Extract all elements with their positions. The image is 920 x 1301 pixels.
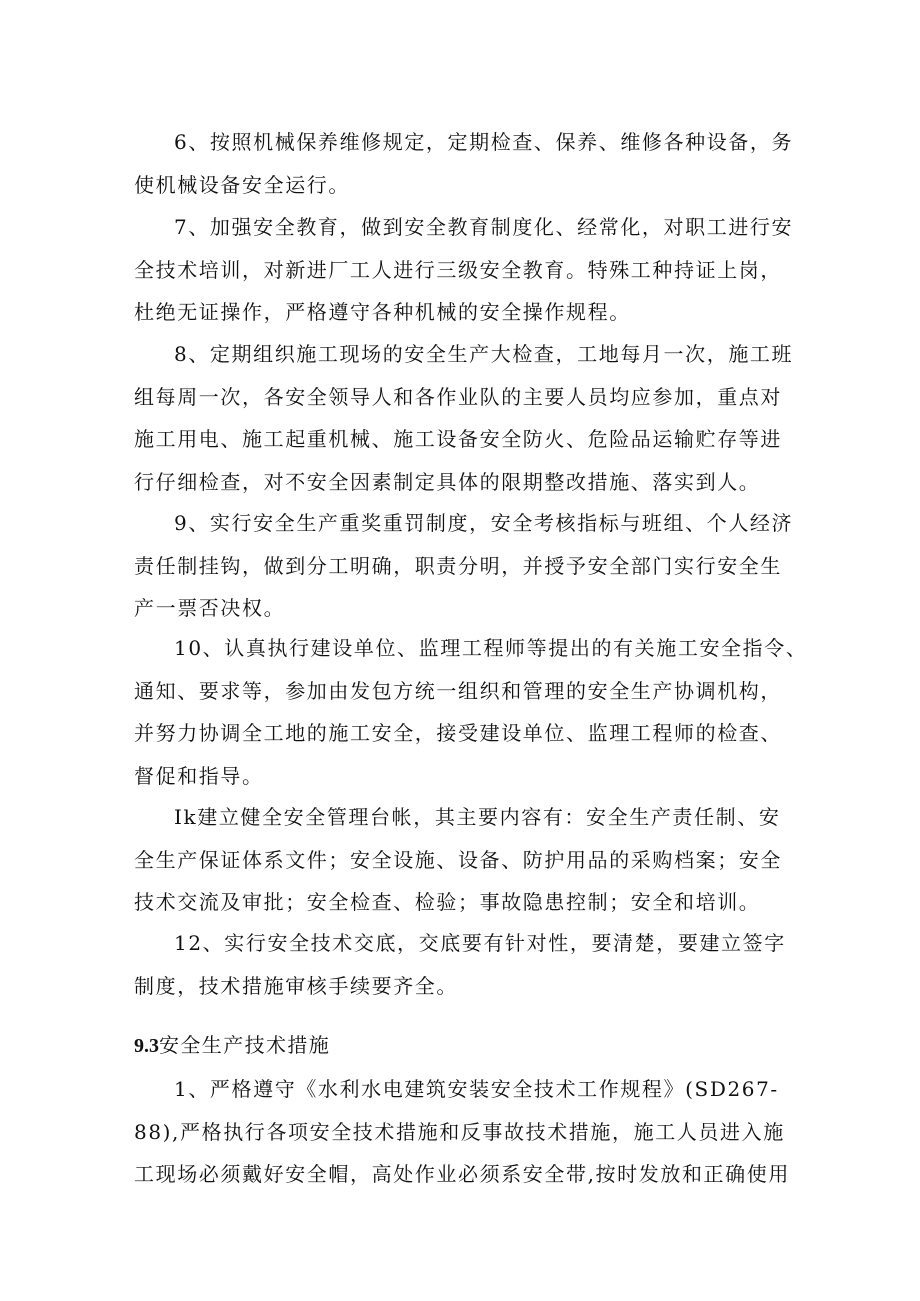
paragraph-10 (134, 627, 808, 797)
text-line: 全技术培训，对新进厂工人进行三级安全教育。特殊工种持证上岗， (134, 257, 782, 282)
text-line: 88),严格执行各项安全技术措施和反事故技术措施，施工人员进入施 (134, 1119, 785, 1144)
text-line: 通知、要求等，参加由发包方统一组织和管理的安全生产协调机构， (134, 678, 782, 703)
text-line: 并努力协调全工地的施工安全，接受建设单位、监理工程师的检查、 (134, 721, 782, 745)
text-line: 产一票否决权。 (134, 596, 286, 620)
text-line: 7、加强安全教育，做到安全教育制度化、经常化，对职工进行安 (174, 215, 794, 239)
paragraph-7 (134, 206, 794, 334)
text-line: 行仔细检查，对不安全因素制定具体的限期整改措施、落实到人。 (134, 469, 761, 494)
text-line: 制度，技术措施审核手续要齐全。 (134, 973, 458, 998)
section-title: 安全生产技术措施 (159, 1033, 331, 1057)
text-line: 1、严格遵守《水利水电建筑安装安全技术工作规程》(SD267- (174, 1077, 779, 1101)
text-line: 责任制挂钩，做到分工明确，职责分明，并授予安全部门实行安全生 (134, 553, 782, 578)
paragraph-9 (134, 502, 794, 630)
text-line: 9、实行安全生产重奖重罚制度，安全考核指标与班组、个人经济 (174, 511, 794, 535)
section-heading (134, 1030, 330, 1061)
text-line: 12、实行安全技术交底，交底要有针对性，要清楚，要建立签字 (174, 931, 786, 955)
paragraph-6 (134, 121, 794, 206)
paragraph-12 (134, 922, 794, 1007)
text-line: Ik建立健全安全管理台帐，其主要内容有：安全生产责任制、安 (174, 805, 781, 829)
text-line: 10、认真执行建设单位、监理工程师等提出的有关施工安全指令、 (174, 636, 808, 660)
paragraph-8 (134, 333, 794, 503)
text-line: 8、定期组织施工现场的安全生产大检查，工地每月一次，施工班 (174, 342, 794, 366)
text-line: 督促和指导。 (134, 763, 264, 788)
paragraph-9-3-1 (134, 1068, 794, 1196)
paragraph-11 (134, 796, 794, 924)
text-line: 全生产保证体系文件；安全设施、设备、防护用品的采购档案；安全 (134, 847, 782, 872)
text-line: 组每周一次，各安全领导人和各作业队的主要人员均应参加，重点对 (134, 384, 782, 409)
section-number: 9.3 (134, 1035, 159, 1057)
text-line: 施工用电、施工起重机械、施工设备安全防火、危险品运输贮存等进 (134, 427, 782, 451)
text-line: 杜绝无证操作，严格遵守各种机械的安全操作规程。 (134, 300, 631, 324)
text-line: 技术交流及审批；安全检查、检验；事故隐患控制；安全和培训。 (134, 890, 761, 914)
text-line: 6、按照机械保养维修规定，定期检查、保养、维修各种设备，务 (174, 130, 794, 154)
text-line: 工现场必须戴好安全帽，高处作业必须系安全带,按时发放和正确使用 (134, 1162, 790, 1186)
text-line: 使机械设备安全运行。 (134, 172, 350, 197)
